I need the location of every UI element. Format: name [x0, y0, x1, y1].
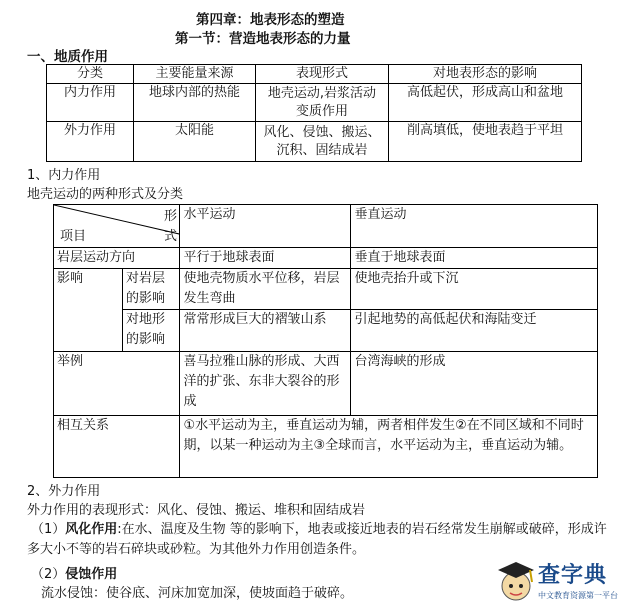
table-row [47, 84, 582, 122]
header-cell: 对地表形态的影响 [389, 65, 582, 84]
weathering-paragraph [27, 520, 607, 560]
table-cell: 削高填低，使地表趋于平坦 [389, 122, 582, 162]
table-cell: 地壳运动,岩浆活动变质作用 [256, 84, 389, 122]
table-cell: 常常形成巨大的褶皱山系 [180, 310, 351, 352]
header-cell: 垂直运动 [351, 205, 598, 248]
water-erosion-text: 流水侵蚀：使谷底、河床加宽加深，使坡面趋于破碎。 [41, 586, 354, 601]
table-header-row [47, 65, 582, 84]
heading-external-force: 2、外力作用 [27, 484, 101, 499]
table-cell: 垂直于地球表面 [351, 248, 598, 269]
weathering-text: :在水、温度及生物 等的影响下，地表或接近地表的岩石经常发生崩解或破碎，形成许多大小不等的岩石碎块或砂粒。为其他外力作用创造条件。 [27, 522, 607, 557]
table-cell: 风化、侵蚀、搬运、沉积、固结成岩 [256, 122, 389, 162]
header-cell: 分类 [47, 65, 134, 84]
table-cell: 喜马拉雅山脉的形成、大西洋的扩张、东非大裂谷的形成 [180, 352, 351, 416]
geological-action-table [46, 64, 582, 162]
table-row [54, 269, 598, 310]
subheading-crust-movement: 地壳运动的两种形式及分类 [27, 187, 184, 202]
header-cell: 表现形式 [256, 65, 389, 84]
table-cell: 使地壳抬升或下沉 [351, 269, 598, 310]
row-sublabel: 对岩层的影响 [123, 269, 180, 310]
table-cell: 平行于地球表面 [180, 248, 351, 269]
table-cell: 台湾海峡的形成 [351, 352, 598, 416]
corner-label-form: 形式 [164, 209, 178, 244]
table-row [54, 310, 598, 352]
crust-movement-table [53, 204, 598, 478]
row-sublabel: 对地形的影响 [123, 310, 180, 352]
section-title: 第一节：营造地表形态的力量 [175, 31, 351, 47]
row-label: 岩层运动方向 [54, 248, 180, 269]
external-force-forms: 外力作用的表现形式：风化、侵蚀、搬运、堆积和固结成岩 [27, 503, 366, 518]
erosion-prefix: （2） [31, 567, 66, 582]
erosion-term: 侵蚀作用 [65, 567, 118, 582]
diagonal-header-cell [54, 205, 180, 248]
table-cell: 高低起伏，形成高山和盆地 [389, 84, 582, 122]
chapter-title: 第四章：地表形态的塑造 [196, 12, 345, 28]
table-cell: 外力作用 [47, 122, 134, 162]
graduate-mascot-icon [494, 556, 538, 606]
table-cell: 使地壳物质水平位移，岩层发生弯曲 [180, 269, 351, 310]
watermark-logo [494, 556, 618, 606]
row-label: 相互关系 [54, 416, 180, 478]
header-cell: 水平运动 [180, 205, 351, 248]
heading-geological-action: 一、地质作用 [27, 49, 108, 65]
table-row [54, 416, 598, 478]
erosion-heading [31, 566, 117, 584]
weathering-term: 风化作用 [65, 522, 118, 537]
heading-internal-force: 1、内力作用 [27, 168, 101, 183]
table-row [54, 352, 598, 416]
corner-label-item: 项目 [60, 229, 87, 244]
table-cell: 太阳能 [134, 122, 256, 162]
weathering-prefix: （1） [31, 522, 66, 537]
table-row [54, 248, 598, 269]
watermark-brand: 查字典 [538, 563, 608, 588]
table-cell: ①水平运动为主，垂直运动为辅，两者相伴发生②在不同区域和不同时期，以某一种运动为主③全球而言，水平运动为主，垂直运动为辅。 [180, 416, 598, 478]
table-cell: 地球内部的热能 [134, 84, 256, 122]
row-label: 影响 [54, 269, 123, 352]
table-cell: 内力作用 [47, 84, 134, 122]
row-label: 举例 [54, 352, 180, 416]
table-cell: 引起地势的高低起伏和海陆变迁 [351, 310, 598, 352]
header-cell: 主要能量来源 [134, 65, 256, 84]
table-header-row [54, 205, 598, 248]
watermark-subtitle: 中文教育资源第一平台 [538, 591, 618, 600]
table-row [47, 122, 582, 162]
